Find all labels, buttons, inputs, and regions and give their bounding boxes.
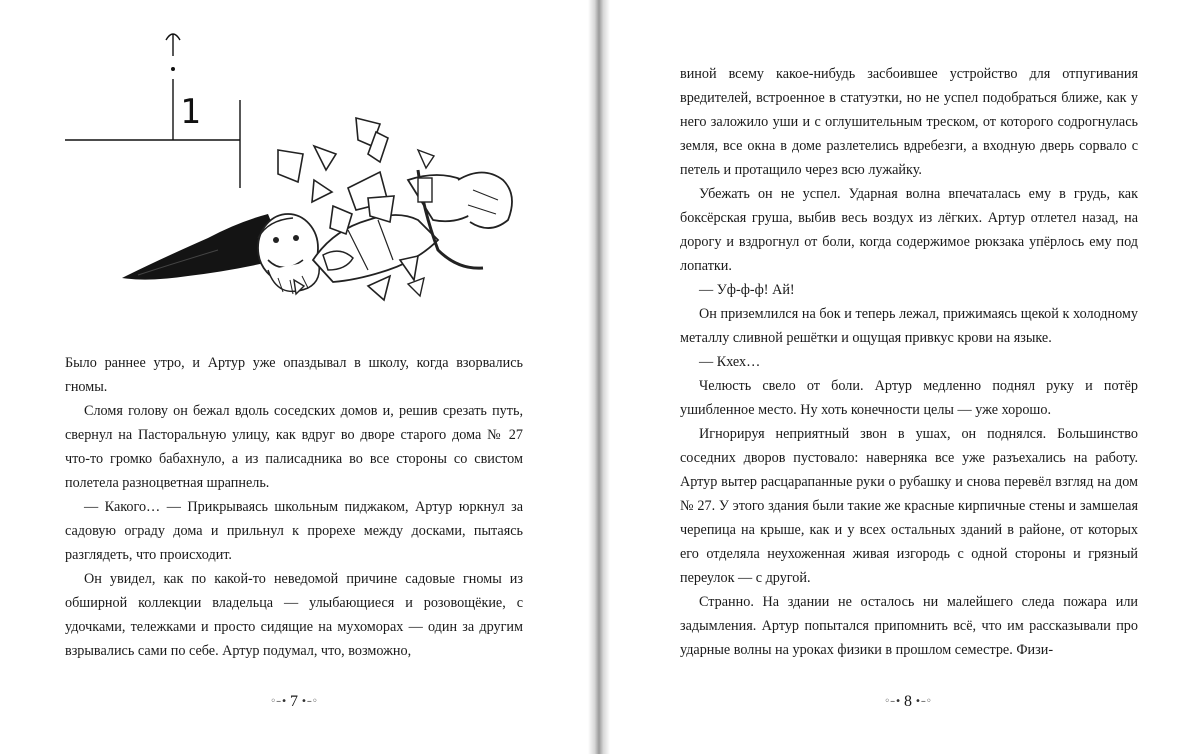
paragraph: Он увидел, как по какой-то неведомой причине садовые гномы из обширной коллекции владельца — улыбающиеся и розовощёкие, с удочками, тележками и просто сидящие на мухоморах — один за другим взрывались сами по себе. Артур подумал, что, возможно, [65,571,523,659]
paragraph: Убежать он не успел. Ударная волна впечаталась ему в грудь, как боксёрская груша, выбив весь воздух из лёгких. Артур отлетел назад, на дорогу и вздрогнул от боли, когда содержимое рюкзака упёрлось ему под лопатки. [680,186,1138,274]
paragraph: — Уф-ф-ф! Ай! [699,282,795,298]
page-number: 7 [290,693,298,710]
paragraph: — Какого… — Прикрываясь школьным пиджаком, Артур юркнул за садовую ограду дома и прильнул к прорехе между досками, пытаясь разглядеть, что происходит. [65,499,523,563]
folio-ornament-left: ◦–• [270,696,287,707]
paragraph: виной всему какое-нибудь засбоившее устройство для отпугивания вредителей, встроенное в статуэтки, но не успел подобраться ближе, как у него заложило уши и с оглушительным треском, от которого содрогнулась земля, все окна в доме разлетелись вдребезги, а входную дверь сорвало с петель и протащило через всю лужайку. [680,66,1138,178]
paragraph: Сломя голову он бежал вдоль соседских домов и, решив срезать путь, свернул на Пасторальную улицу, как вдруг во дворе старого дома № 27 что-то громко бабахнуло, а из палисадника во все стороны со свистом полетела разноцветная шрапнель. [65,403,523,491]
left-page-text [65,351,523,663]
right-page [610,0,1200,754]
page-number: 8 [904,693,912,710]
paragraph: Игнорируя неприятный звон в ушах, он поднялся. Большинство соседних дворов пустовало: наверняка все уже разъехались на работу. Артур вытер расцарапанные руки о рубашку и снова перевёл взгляд на дом № 27. У этого здания были такие же красные кирпичные стены и замшелая черепица на крыше, как и у всех остальных зданий в районе, от которых его отделяла неухоженная живая изгородь с одной стороны и грязный переулок — с другой. [680,426,1138,586]
book-gutter [588,0,610,754]
folio-ornament-right: •–◦ [301,696,318,707]
paragraph: — Кхех… [699,354,761,370]
paragraph: Было раннее утро, и Артур уже опаздывал в школу, когда взорвались гномы. [65,355,523,395]
paragraph: Челюсть свело от боли. Артур медленно поднял руку и потёр ушибленное место. Ну хоть конечности целы — уже хорошо. [680,378,1138,418]
exploding-gnome-illustration [118,110,528,325]
paragraph: Странно. На здании не осталось ни малейшего следа пожара или задымления. Артур попытался припомнить всё, что им рассказывали про ударные волны на уроках физики в прошлом семестре. Физи- [680,594,1138,658]
folio-ornament-left: ◦–• [884,696,901,707]
right-page-text [680,62,1138,662]
folio-ornament-right: •–◦ [915,696,932,707]
chapter-number: 1 [180,92,201,132]
paragraph: Он приземлился на бок и теперь лежал, прижимаясь щекой к холодному металлу сливной решётки и ощущая привкус крови на языке. [680,306,1138,346]
page-number-left [244,692,344,711]
left-page [0,0,588,754]
page-number-right [858,692,958,711]
